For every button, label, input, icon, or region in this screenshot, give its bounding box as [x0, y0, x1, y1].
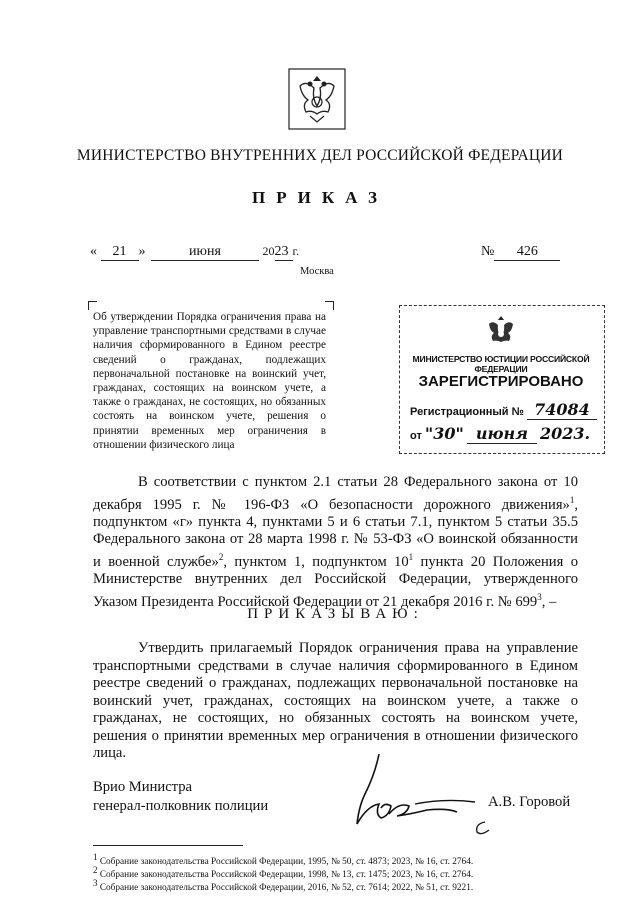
date-day: 21	[101, 244, 139, 261]
preamble-part-5: , –	[541, 593, 557, 610]
position-line-2: генерал-полковник полиции	[93, 798, 269, 814]
preamble-part-3: , пунктом 1, подпунктом 10	[223, 553, 409, 570]
stamp-emblem-icon	[484, 313, 518, 350]
document-type-title: ПРИКАЗ	[252, 188, 388, 207]
stamp-reg-number: 74084	[527, 400, 597, 420]
handwritten-signature	[345, 752, 505, 842]
footnote-3	[93, 877, 563, 895]
footnote-divider	[93, 845, 243, 846]
footnote-text: Собрание законодательства Российской Федерации, 1995, № 50, ст. 4873; 2023, № 16, ст. 2764.	[97, 857, 474, 868]
sub-item-superscript: 1	[408, 551, 414, 562]
stamp-date-day: "30"	[424, 424, 464, 443]
date-open-quote: «	[90, 244, 97, 259]
footnote-number: 1	[93, 852, 98, 862]
date-year-prefix: 20	[262, 244, 275, 258]
preamble-part-2: , подпунктом «г» пункта 4, пунктами 5 и 6 статьи 7.1, пунктом 5 статьи 35.5 Федерального закона от 28 марта 1998 г. № 53-ФЗ «О воинской обязанности и военной службе»	[93, 496, 578, 570]
stamp-date-line	[410, 424, 590, 444]
order-subject: Об утверждении Порядка ограничения права на управление транспортными средствами в случае наличия сформированного в Едином реестре сведений о гражданах, подлежащих первоначальной постановке на воинский учет, гражданах, состоящих на воинском учете, а также о гражданах, не состоящих, но обязанных состоять на воинском учете, решения о принятии временных мер ограничения в отношении физического лица	[93, 311, 326, 451]
stamp-date-prefix: от	[410, 430, 422, 442]
order-word: ПРИКАЗЫВАЮ:	[247, 606, 424, 622]
date-year-unit: г.	[292, 244, 300, 258]
footnote-text: Собрание законодательства Российской Федерации, 2016, № 52, ст. 7614; 2022, № 51, ст. 9221.	[97, 883, 474, 894]
date-line	[90, 244, 299, 261]
city: Москва	[300, 266, 334, 277]
preamble-part-1: В соответствии с пунктом 2.1 статьи 28 Федерального закона от 10 декабря 1995 г. № 196-ФЗ «О безопасности дорожного движения»	[93, 474, 578, 513]
order-number: 426	[494, 244, 560, 261]
number-sign: №	[481, 244, 495, 259]
subject-bracket-right	[325, 301, 334, 310]
state-emblem-icon	[288, 68, 346, 130]
stamp-date-month: июня	[467, 424, 537, 444]
subject-bracket-left	[88, 301, 97, 310]
preamble-paragraph	[93, 474, 578, 611]
order-number-line	[481, 244, 560, 261]
signatory-position	[93, 778, 268, 816]
stamp-reg-label: Регистрационный №	[410, 406, 524, 418]
footnote-ref-1: 1	[569, 494, 575, 505]
signatory-name: А.В. Горовой	[488, 794, 571, 810]
stamp-status: ЗАРЕГИСТРИРОВАНО	[418, 373, 584, 390]
footnote-text: Собрание законодательства Российской Федерации, 1998, № 13, ст. 1475; 2023, № 16, ст. 2764.	[97, 870, 474, 881]
footnote-number: 3	[93, 878, 98, 888]
date-month: июня	[151, 244, 259, 261]
date-year: 23	[275, 244, 293, 261]
footnote-number: 2	[93, 865, 98, 875]
order-paragraph: Утвердить прилагаемый Порядок ограничения права на управление транспортными средствами в случае наличия сформированного в Едином реестре сведений о гражданах, подлежащих первоначальной постановке на воинский учет, гражданах, состоящих на воинском учете, а также о гражданах, не состоящих, но обязанных состоять на воинском учете, решения о принятии временных мер ограничения в отношении физического лица.	[93, 640, 578, 761]
stamp-ministry: МИНИСТЕРСТВО ЮСТИЦИИ РОССИЙСКОЙ ФЕДЕРАЦИИ	[412, 354, 590, 374]
footnote-ref-3: 3	[537, 591, 542, 602]
stamp-date-year: 2023.	[539, 424, 591, 443]
stamp-reg-line	[410, 400, 597, 420]
ministry-name: МИНИСТЕРСТВО ВНУТРЕННИХ ДЕЛ РОССИЙСКОЙ ФЕДЕРАЦИИ	[76, 147, 564, 164]
date-close-quote: »	[138, 244, 146, 259]
footnote-ref-2: 2	[218, 551, 224, 562]
preamble-part-4: пункта 20 Положения о Министерстве внутренних дел Российской Федерации, утвержденного Указом Президента Российской Федерации от 21 декабря 2016 г. № 699	[93, 553, 578, 610]
position-line-1: Врио Министра	[93, 779, 192, 795]
